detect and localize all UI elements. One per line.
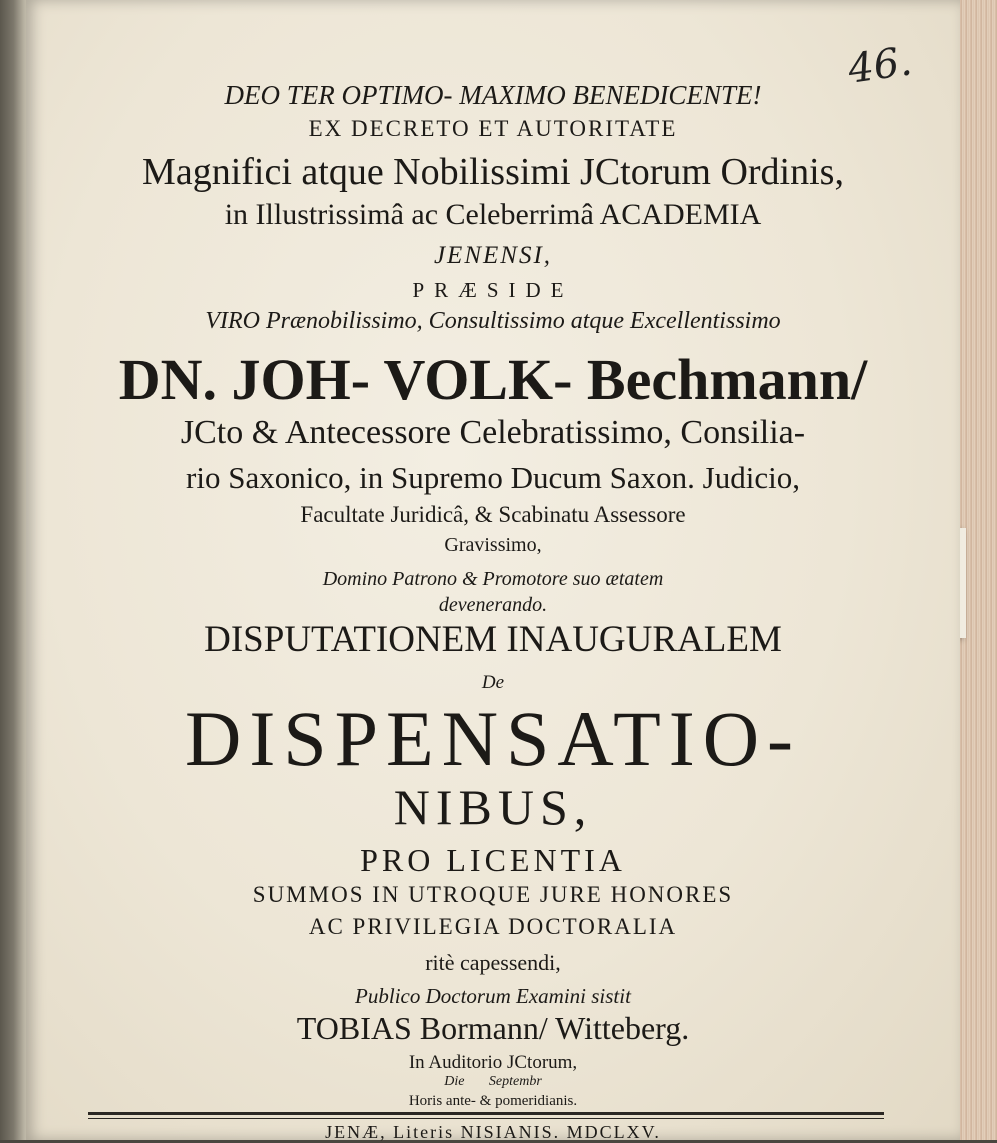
examini-line: Publico Doctorum Examini sistit: [355, 984, 631, 1008]
auditorio-line: In Auditorio JCtorum,: [408, 1052, 578, 1073]
date-line: Die Septembr: [444, 1074, 542, 1089]
folio-number: 46.: [845, 38, 915, 93]
patron-line: Domino Patrono & Promotore suo ætatem: [322, 568, 664, 590]
imprint-rule: [88, 1112, 884, 1115]
disputation-line: DISPUTATIONEM INAUGURALEM: [204, 619, 782, 660]
decree-line: EX DECRETO ET AUTORITATE: [308, 116, 678, 141]
imprint-line: JENÆ, Literis NISIANIS. MDCLXV.: [325, 1122, 661, 1142]
subject-line-1: DISPENSATIO-: [184, 695, 802, 782]
licentia-line: PRO LICENTIA: [360, 842, 626, 878]
jena-line: JENENSI,: [433, 242, 553, 269]
honores-line: SUMMOS IN UTROQUE JURE HONORES: [252, 882, 734, 907]
respondent-line: TOBIAS Bormann/ Witteberg.: [296, 1010, 690, 1046]
capessendi-line: ritè capessendi,: [425, 950, 561, 975]
order-line: Magnifici atque Nobilissimi JCtorum Ordinis,: [142, 151, 844, 193]
subject-line-2: NIBUS,: [393, 779, 593, 835]
invocation-line: DEO TER OPTIMO- MAXIMO BENEDICENTE!: [224, 80, 762, 110]
praeses-title-4: Gravissimo,: [444, 534, 542, 556]
academy-line: in Illustrissimâ ac Celeberrimâ ACADEMIA: [224, 198, 762, 231]
horis-line: Horis ante- & pomeridianis.: [408, 1093, 578, 1109]
imprint-rule-thin: [88, 1118, 884, 1119]
praeses-title-3: Facultate Juridicâ, & Scabinatu Assessore: [300, 502, 686, 527]
title-page: [26, 0, 960, 1140]
privilegia-line: AC PRIVILEGIA DOCTORALIA: [308, 914, 678, 939]
viro-line: VIRO Prænobilissimo, Consultissimo atque Excellentissimo: [205, 308, 781, 334]
praeses-title-1: JCto & Antecessore Celebratissimo, Consilia-: [180, 414, 806, 451]
praeses-name: DN. JOH- VOLK- Bechmann/: [118, 347, 868, 412]
praeses-title-2: rio Saxonico, in Supremo Ducum Saxon. Judicio,: [186, 460, 800, 495]
praeside-line: PRÆSIDE: [412, 278, 574, 302]
de-line: De: [481, 672, 505, 693]
devenerando-line: devenerando.: [438, 594, 548, 616]
